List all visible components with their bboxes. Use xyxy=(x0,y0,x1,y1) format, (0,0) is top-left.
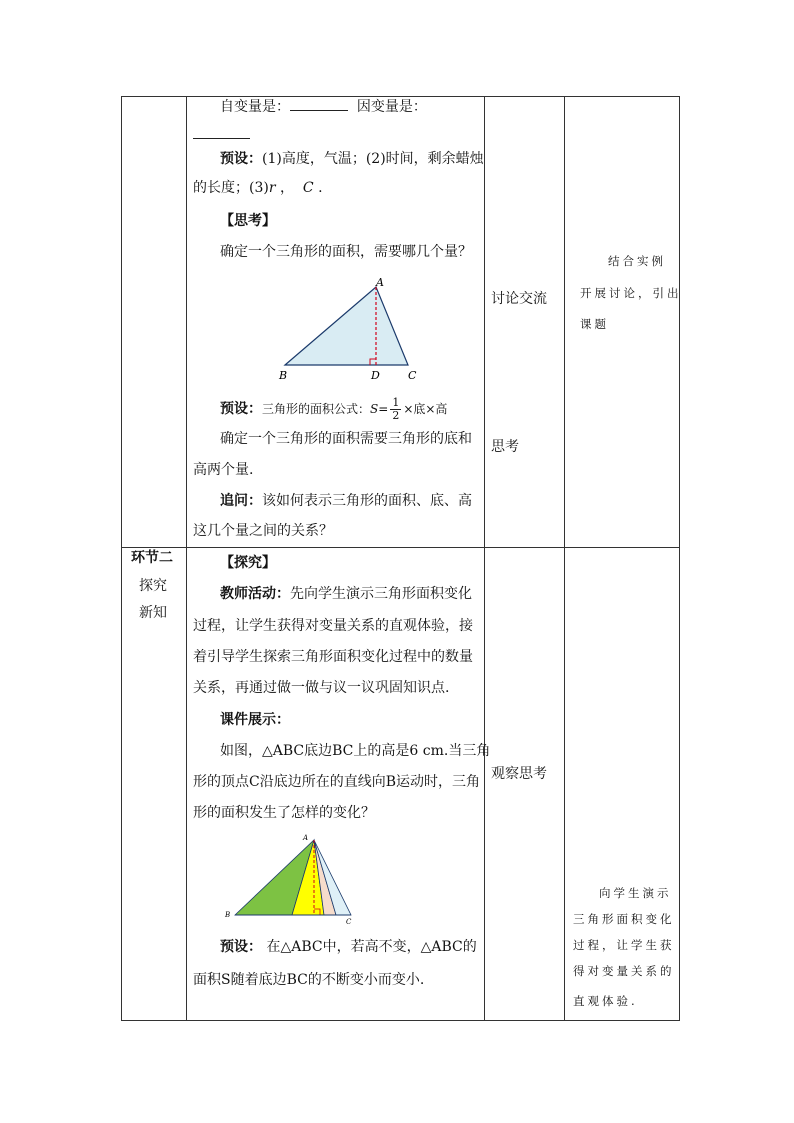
preset-text: (1)高度，气温；(2)时间，剩余蜡烛 xyxy=(262,151,484,167)
design-note-2-line-2: 三角形面积变化 xyxy=(573,912,675,926)
fraction-numerator: 1 xyxy=(392,395,400,409)
followup-label: 追问： xyxy=(220,493,262,509)
courseware-label: 课件展示： xyxy=(220,712,290,728)
question-line-3: 形的面积发生了怎样的变化？ xyxy=(193,805,375,821)
stage-name-2: 新知 xyxy=(139,605,167,621)
think-question: 确定一个三角形的面积，需要哪几个量？ xyxy=(220,244,472,260)
stage-label: 环节二 xyxy=(131,550,173,566)
separator: ， xyxy=(280,180,294,196)
design-note-2-line-3: 过程，让学生获 xyxy=(573,938,675,952)
teacher-text: 先向学生演示三角形面积变化 xyxy=(290,586,472,602)
label-b: B xyxy=(225,911,231,919)
independent-variable-blank xyxy=(290,96,348,111)
dependent-variable-blank xyxy=(193,124,250,139)
teacher-line-1 xyxy=(220,579,472,610)
label-a: A xyxy=(303,834,309,842)
teacher-line-4: 关系，再通过做一做与议一议巩固知识点. xyxy=(193,680,450,696)
variable-c: C xyxy=(302,180,314,196)
preset-label: 预设： xyxy=(220,151,262,167)
question-line-1: 如图，△ABC底边BC上的高是6 cm.当三角 xyxy=(220,743,491,759)
teacher-label: 教师活动： xyxy=(220,586,290,602)
explore-title: 【探究】 xyxy=(220,555,276,571)
formula-intro: 三角形的面积公式： xyxy=(262,402,371,416)
row-divider xyxy=(121,547,680,548)
variable-line xyxy=(220,92,427,123)
label-c: C xyxy=(408,369,417,382)
stage-name-1: 探究 xyxy=(139,578,167,594)
dependent-variable-label: 因变量是： xyxy=(356,99,427,115)
preset-label: 预设： xyxy=(220,401,262,417)
label-d: D xyxy=(371,369,380,382)
followup-text: 该如何表示三角形的面积、底、高 xyxy=(262,493,472,509)
independent-variable-label: 自变量是： xyxy=(220,99,290,115)
think-title: 【思考】 xyxy=(220,213,276,229)
column-divider-1 xyxy=(186,96,187,1021)
design-note-1-line-1: 结合实例 xyxy=(608,254,666,268)
formula-s: S xyxy=(370,402,379,416)
preset-3-line-1 xyxy=(220,932,477,963)
table-border-left xyxy=(121,96,122,1021)
teacher-line-2: 过程，让学生获得对变量关系的直观体验，接 xyxy=(193,618,473,634)
design-note-1-line-3: 课题 xyxy=(580,317,609,331)
table-border-bottom xyxy=(121,1020,680,1021)
formula-fraction xyxy=(390,397,401,422)
label-b: B xyxy=(279,369,288,382)
followup-line-1 xyxy=(220,486,472,517)
design-note-1-line-2: 开展讨论，引出 xyxy=(580,286,682,300)
student-activity-discuss: 讨论交流 xyxy=(491,291,547,307)
preset-3-line-2: 面积S随着底边BC的不断变小而变小. xyxy=(193,972,425,988)
student-activity-observe: 观察思考 xyxy=(491,766,547,782)
design-note-2-line-5: 直观体验. xyxy=(573,994,638,1008)
design-note-2-line-1: 向学生演示 xyxy=(599,886,672,900)
preset-text: 的长度；(3) xyxy=(193,180,269,196)
design-note-2-line-4: 得对变量关系的 xyxy=(573,964,675,978)
fraction-denominator: 2 xyxy=(392,408,400,422)
preset-label: 预设： xyxy=(220,939,262,955)
question-line-2: 形的顶点C沿底边所在的直线向B运动时，三角 xyxy=(193,774,480,790)
teacher-line-3: 着引导学生探索三角形面积变化过程中的数量 xyxy=(193,649,473,665)
table-border-right xyxy=(679,96,680,1021)
label-a: A xyxy=(376,276,384,289)
preset-text: 在△ABC中，若高不变，△ABC的 xyxy=(266,939,477,955)
triangle-abc xyxy=(285,287,408,365)
preset-1-line-1 xyxy=(220,144,484,175)
conclusion-line-1: 确定一个三角形的面积需要三角形的底和 xyxy=(220,431,472,447)
preset-2-line xyxy=(220,394,447,425)
formula-eq: = xyxy=(378,402,389,416)
column-divider-3 xyxy=(564,96,565,1021)
label-c: C xyxy=(346,918,352,924)
variable-r: r xyxy=(268,180,276,196)
lesson-table xyxy=(121,96,680,1021)
triangle-figure-1 xyxy=(272,272,432,384)
period: . xyxy=(318,180,323,196)
followup-line-2: 这几个量之间的关系？ xyxy=(193,523,333,539)
preset-1-line-2 xyxy=(193,173,323,204)
formula-rest: ×底×高 xyxy=(403,402,448,416)
triangle-figure-2 xyxy=(220,832,360,924)
conclusion-line-2: 高两个量. xyxy=(193,462,254,478)
student-activity-think: 思考 xyxy=(491,439,519,455)
column-divider-2 xyxy=(484,96,485,1021)
